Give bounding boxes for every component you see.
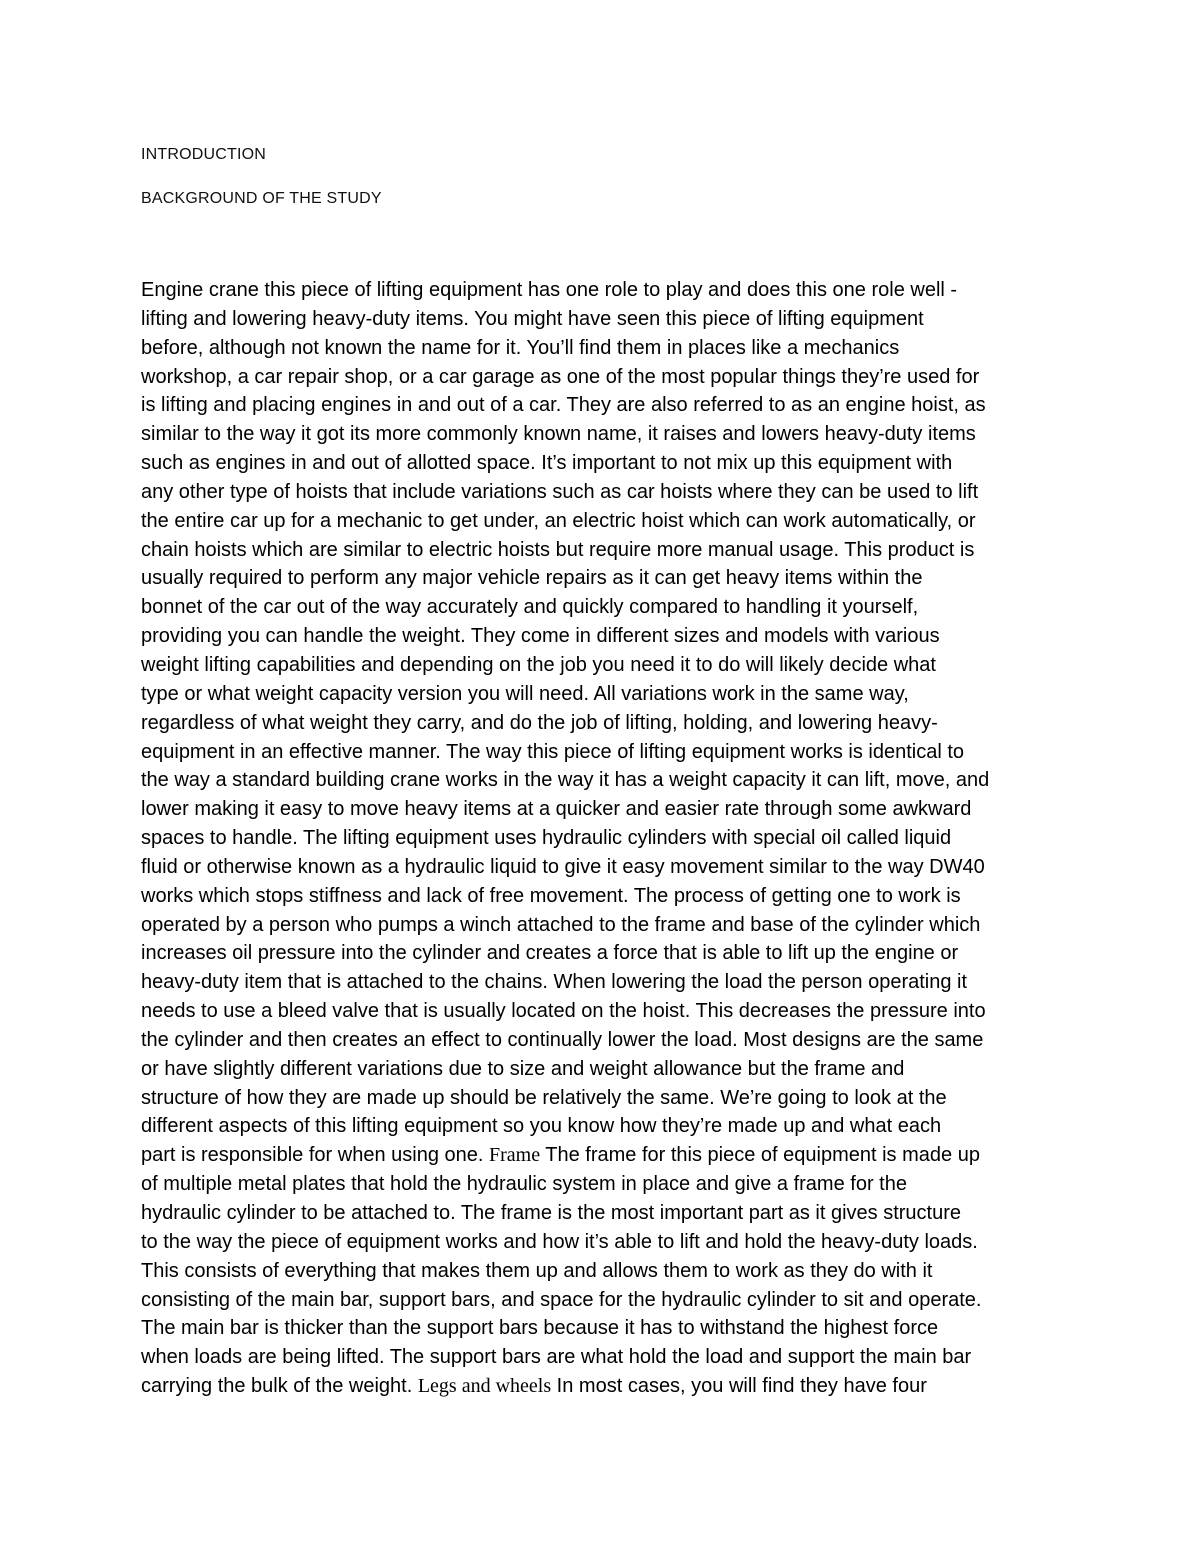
text-run: of multiple metal plates that hold the hydraulic system in place and give a frame for the [141, 1173, 907, 1196]
text-run: workshop, a car repair shop, or a car garage as one of the most popular things they’re used for [141, 365, 980, 388]
text-line [141, 968, 1061, 997]
text-run: any other type of hoists that include variations such as car hoists where they can be used to lift [141, 480, 979, 503]
section-heading-background: BACKGROUND OF THE STUDY [141, 190, 382, 207]
text-run: hydraulic cylinder to be attached to. The frame is the most important part as it gives structure [141, 1202, 962, 1224]
text-line [141, 449, 1061, 478]
text-run: lower making it easy to move heavy items at a quicker and easier rate through some awkward [141, 798, 972, 821]
text-line [141, 997, 1061, 1026]
text-line [141, 1228, 1061, 1257]
text-run: lifting and lowering heavy-duty items. You might have seen this piece of lifting equipment [141, 307, 924, 330]
text-line [141, 564, 1061, 593]
text-line [141, 1372, 1061, 1401]
inline-subheading: Legs and wheels [417, 1375, 552, 1398]
text-run: In most cases, you will find they have four [551, 1375, 927, 1398]
text-run: works which stops stiffness and lack of free movement. The process of getting one to work is [141, 884, 961, 907]
text-line [141, 1141, 1061, 1170]
text-line [141, 824, 1061, 853]
text-run: weight lifting capabilities and depending on the job you need it to do will likely decide what [141, 653, 936, 676]
text-line [141, 853, 1061, 882]
text-line [141, 363, 1061, 392]
text-line [141, 1343, 1061, 1372]
text-line [141, 651, 1061, 680]
text-line [141, 536, 1061, 565]
text-line [141, 507, 1061, 536]
text-line [141, 1257, 1061, 1286]
text-run: usually required to perform any major vehicle repairs as it can get heavy items within the [141, 567, 923, 590]
text-run: operated by a person who pumps a winch attached to the frame and base of the cylinder which [141, 913, 981, 936]
text-line [141, 1199, 1061, 1228]
text-line [141, 478, 1061, 507]
text-line [141, 680, 1061, 709]
text-line [141, 1314, 1061, 1343]
text-run: regardless of what weight they carry, and do the job of lifting, holding, and lowering heavy- [141, 711, 938, 734]
text-run: chain hoists which are similar to electric hoists but require more manual usage. This product is [141, 538, 975, 561]
text-run: heavy-duty item that is attached to the chains. When lowering the load the person operating it [141, 971, 968, 994]
text-line [141, 882, 1061, 911]
text-run: providing you can handle the weight. They come in different sizes and models with various [141, 625, 940, 648]
text-run: increases oil pressure into the cylinder and creates a force that is able to lift up the engine or [141, 942, 959, 965]
text-run: The frame for this piece of equipment is made up [540, 1144, 980, 1167]
text-line [141, 795, 1061, 824]
text-run: to the way the piece of equipment works and how it’s able to lift and hold the heavy-duty loads. [141, 1230, 978, 1253]
text-run: or have slightly different variations due to size and weight allowance but the frame and [141, 1057, 905, 1080]
text-run: different aspects of this lifting equipment so you know how they’re made up and what each [141, 1115, 942, 1138]
text-run: such as engines in and out of allotted space. It’s important to not mix up this equipment with [141, 452, 953, 475]
text-line [141, 276, 1061, 305]
text-line [141, 622, 1061, 651]
text-run: carrying the bulk of the weight. [141, 1375, 418, 1398]
text-line [141, 709, 1061, 738]
text-run: before, although not known the name for it. You’ll find them in places like a mechanics [141, 336, 900, 359]
text-line [141, 420, 1061, 449]
text-run: needs to use a bleed valve that is usually located on the hoist. This decreases the pressure into [141, 1000, 986, 1023]
text-line [141, 1055, 1061, 1084]
body-paragraph [141, 276, 1061, 1401]
text-run: bonnet of the car out of the way accurately and quickly compared to handling it yourself, [141, 596, 919, 619]
text-run: the cylinder and then creates an effect to continually lower the load. Most designs are the same [141, 1028, 984, 1051]
text-line [141, 766, 1061, 795]
text-run: equipment in an effective manner. The way this piece of lifting equipment works is identical to [141, 740, 965, 763]
text-line [141, 911, 1061, 940]
text-line [141, 738, 1061, 767]
text-run: This consists of everything that makes them up and allows them to work as they do with it [141, 1259, 933, 1282]
text-line [141, 334, 1061, 363]
text-run: fluid or otherwise known as a hydraulic liquid to give it easy movement similar to the way DW40 [141, 855, 985, 878]
inline-subheading: Frame [488, 1144, 541, 1167]
text-line [141, 939, 1061, 968]
text-run: The main bar is thicker than the support bars because it has to withstand the highest force [141, 1317, 939, 1340]
text-run: structure of how they are made up should be relatively the same. We’re going to look at the [141, 1086, 947, 1109]
text-line [141, 1084, 1061, 1113]
text-run: the entire car up for a mechanic to get under, an electric hoist which can work automatically, or [141, 509, 976, 532]
text-run: spaces to handle. The lifting equipment uses hydraulic cylinders with special oil called liquid [141, 827, 952, 850]
text-run: type or what weight capacity version you will need. All variations work in the same way, [141, 682, 909, 705]
text-line [141, 593, 1061, 622]
text-line [141, 305, 1061, 334]
section-heading-introduction: INTRODUCTION [141, 146, 267, 163]
text-run: part is responsible for when using one. [141, 1144, 489, 1167]
text-line [141, 1286, 1061, 1315]
text-line [141, 1170, 1061, 1199]
text-run: consisting of the main bar, support bars, and space for the hydraulic cylinder to sit and operate. [141, 1288, 982, 1311]
text-line [141, 1112, 1061, 1141]
text-run: the way a standard building crane works in the way it has a weight capacity it can lift, move, and [141, 769, 990, 792]
text-run: Engine crane this piece of lifting equipment has one role to play and does this one role well - [141, 279, 958, 301]
text-run: similar to the way it got its more commonly known name, it raises and lowers heavy-duty items [141, 423, 976, 446]
text-line [141, 1026, 1061, 1055]
text-line [141, 391, 1061, 420]
text-run: is lifting and placing engines in and out of a car. They are also referred to as an engine hoist, as [141, 394, 986, 417]
text-run: when loads are being lifted. The support bars are what hold the load and support the main bar [141, 1346, 972, 1369]
